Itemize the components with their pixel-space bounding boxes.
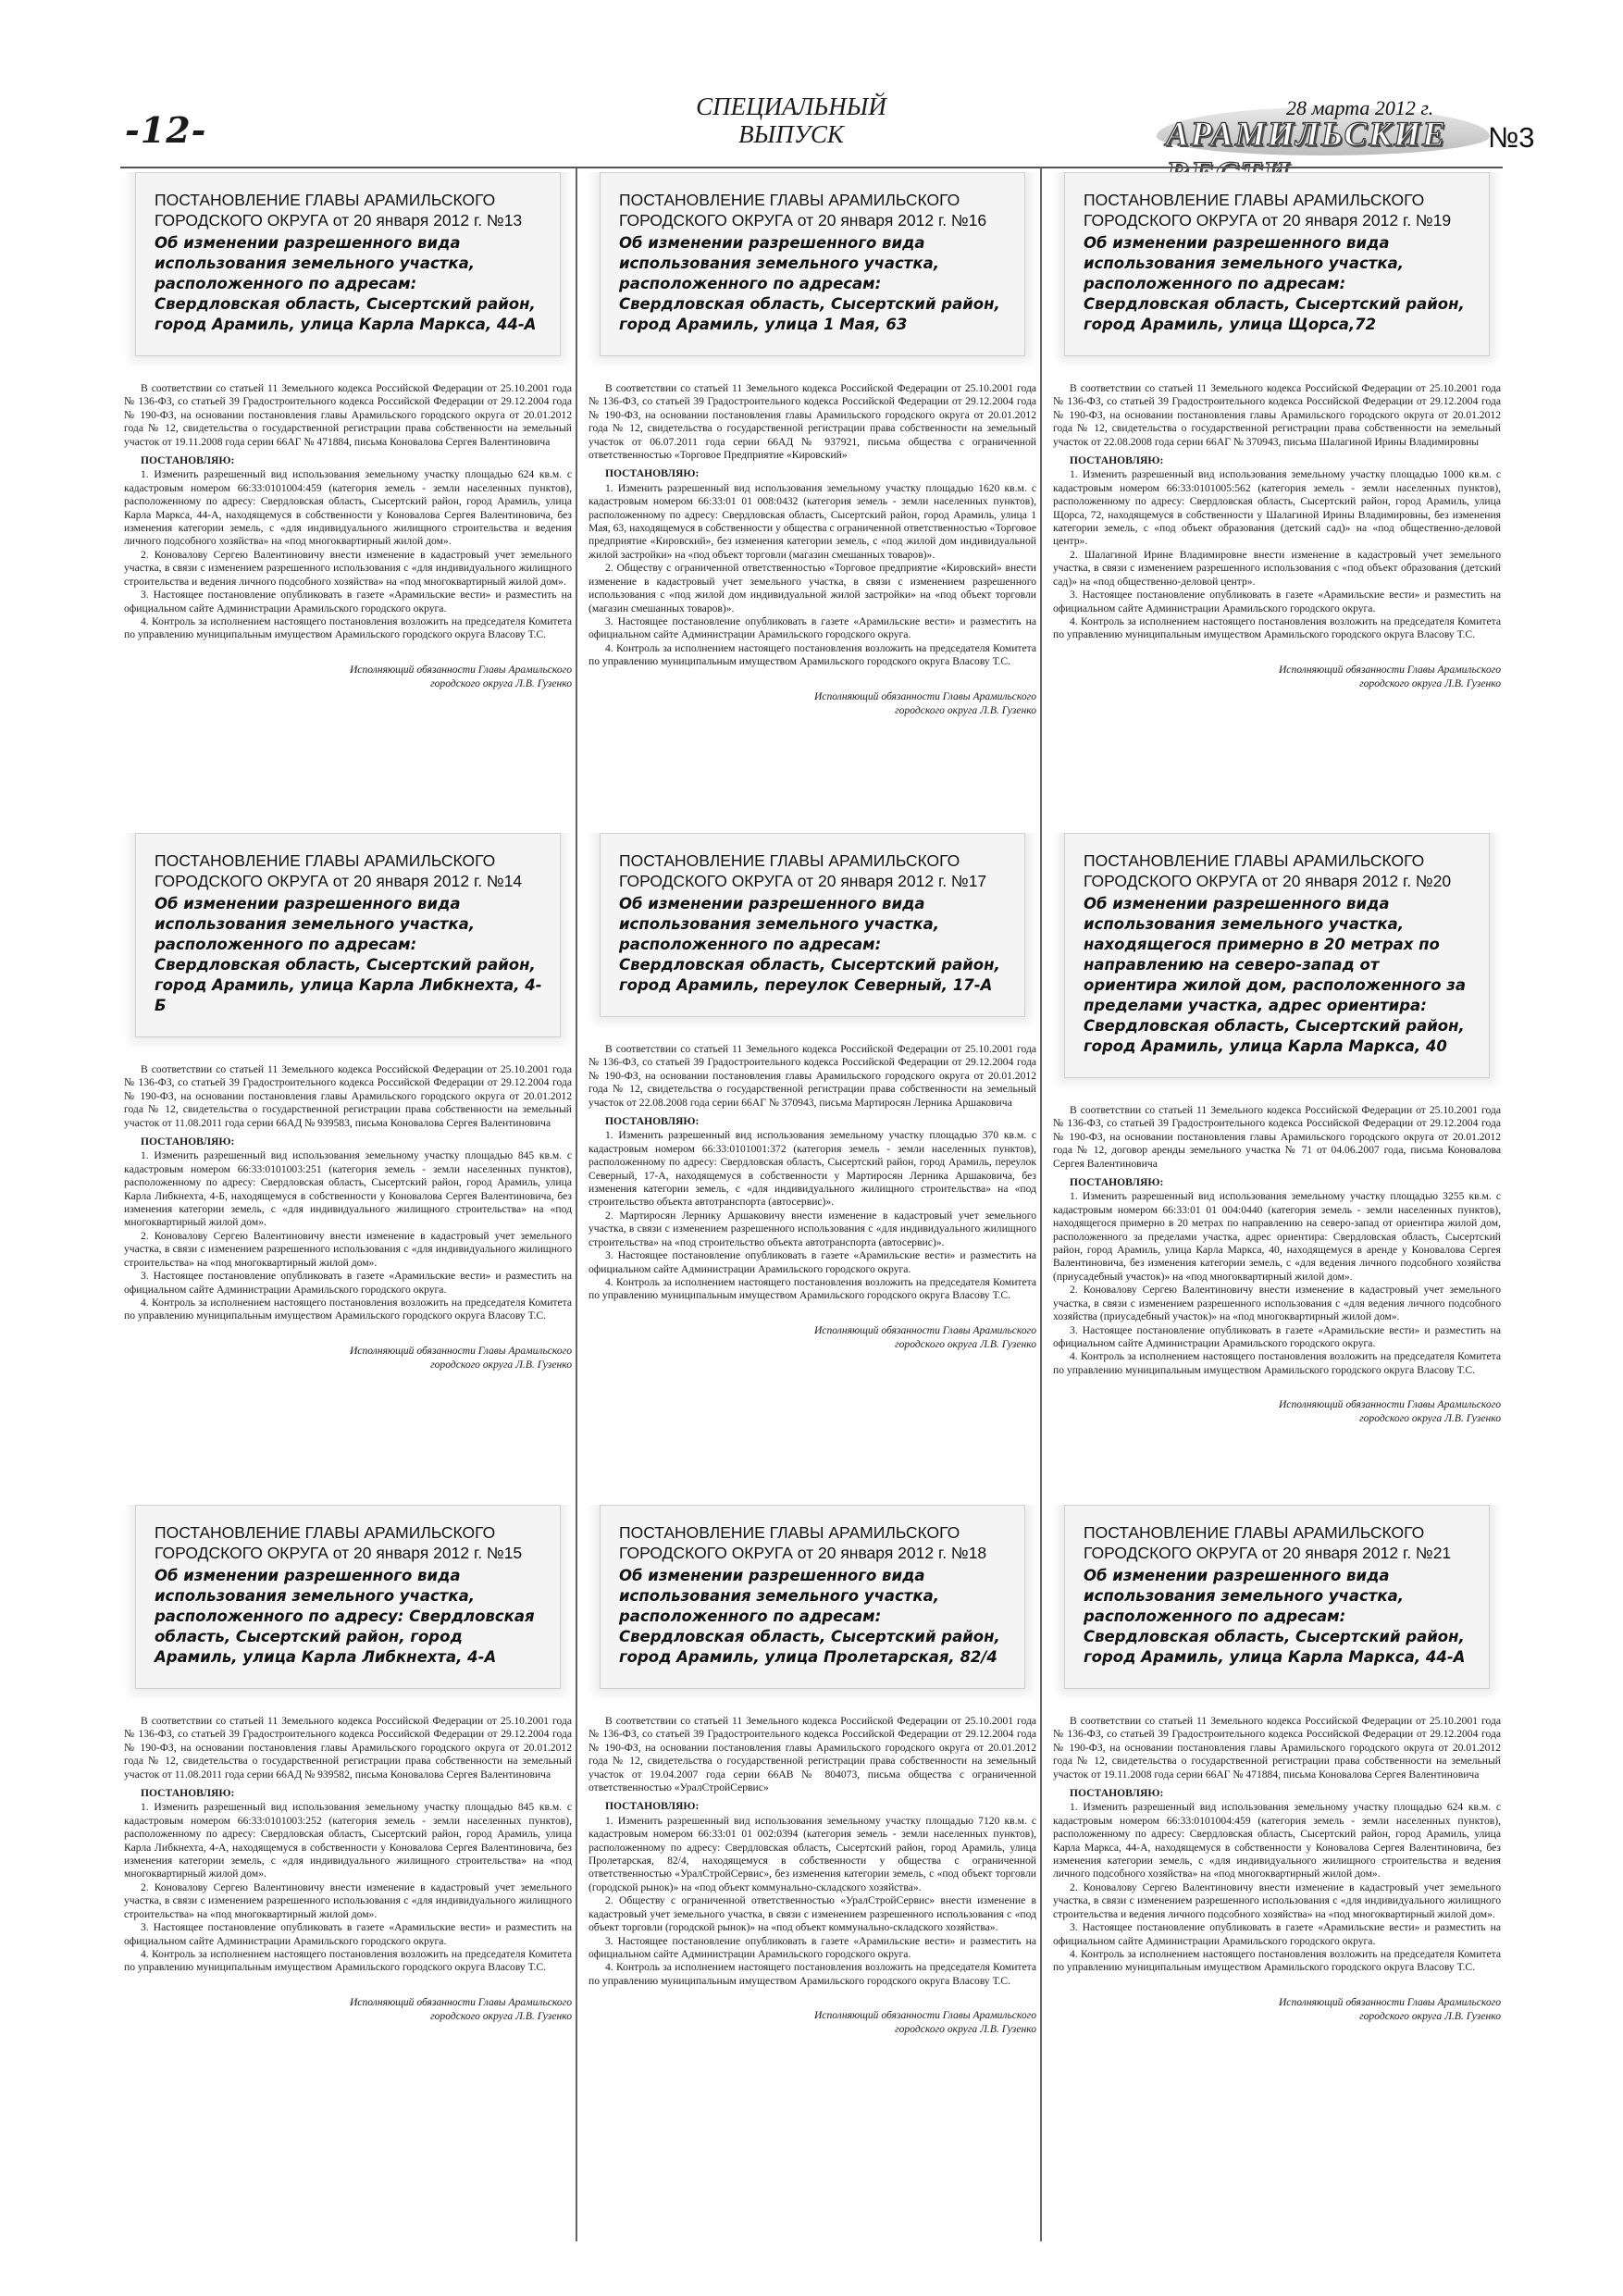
title-line-1: ПОСТАНОВЛЕНИЕ ГЛАВЫ АРАМИЛЬСКОГО — [619, 851, 960, 870]
resolution-title — [155, 850, 547, 891]
decree-heading: ПОСТАНОВЛЯЮ: — [605, 467, 700, 480]
header-rule — [120, 167, 1503, 168]
resolution-intro: В соответствии со статьей 11 Земельного кодекса Российской Федерации от 25.10.2001 года № 136-ФЗ, со статьей 39 Градостроительного кодекса Российской Федерации от 29.12.2004 года № 190-ФЗ, на основании постановления главы Арамильского городского округа от 20.01.2012 года № 12, свидетельства о государственной регистрации права собственности на земельный участок от 22.08.2008 года серии 66АГ № 370943, письма Мартиросян Лерника Аршаковича — [588, 1043, 1036, 1109]
decree-heading: ПОСТАНОВЛЯЮ: — [141, 1787, 235, 1800]
title-line-1: ПОСТАНОВЛЕНИЕ ГЛАВЫ АРАМИЛЬСКОГО — [1084, 191, 1425, 209]
title-line-2: ГОРОДСКОГО ОКРУГА — [155, 872, 328, 890]
signature-line-2: городского округа Л.В. Гузенко — [430, 1358, 572, 1371]
resolution-subject: Об изменении разрешенного вида использования земельного участка, расположенного по адресам: Свердловская область, Сысертский район, город Арамиль, улица Карла Маркса, 44-А — [1084, 1567, 1466, 1666]
resolution-date-number: от 20 января 2012 г. №21 — [1261, 1544, 1452, 1562]
resolution-item: 2. Коновалову Сергею Валентиновичу внести изменение в кадастровый учет земельного участка, в связи с изменением разрешенного использования с «для индивидуального жилищного строительства и ведения личного подсобного хозяйства» на «под многоквартирный жилой дом». — [124, 548, 572, 588]
resolution-item: 1. Изменить разрешенный вид использования земельному участку площадью 7120 кв.м. с кадастровым номером 66:33:01 01 002:0394 (категория земель - земли населенных пунктов), расположенному по адресу: Свердловская область, Сысертский район, город Арамиль, улица Пролетарская, 82/4, находящемуся в собственности у общества с ограниченной ответственностью «УралСтройСервис», без изменения категории земель, с «под объект торговли (городской рынок)» на «под объект коммунально-складского хозяйства». — [588, 1814, 1036, 1893]
resolution-21 — [1053, 1505, 1501, 2023]
resolution-item: 2. Коновалову Сергею Валентиновичу внести изменение в кадастровый учет земельного участка, в связи с изменением разрешенного использования с «для индивидуального жилищного строительства» на «под многоквартирный жилой дом». — [124, 1880, 572, 1920]
resolution-item: 4. Контроль за исполнением настоящего постановления возложить на председателя Комитета по управлению муниципальным имуществом Арамильского городского округа Власову Т.С. — [124, 614, 572, 641]
resolution-title — [155, 1522, 547, 1563]
resolution-13 — [124, 172, 572, 690]
resolution-20 — [1053, 833, 1501, 1425]
signature — [1053, 1397, 1501, 1425]
resolution-title — [619, 190, 1011, 230]
resolution-title — [1084, 190, 1476, 230]
column-divider — [1040, 168, 1042, 2241]
resolution-date-number: от 20 января 2012 г. №14 — [332, 872, 523, 890]
resolution-item: 4. Контроль за исполнением настоящего постановления возложить на председателя Комитета по управлению муниципальным имуществом Арамильского городского округа Власову Т.С. — [588, 641, 1036, 668]
signature — [1053, 663, 1501, 690]
title-line-2: ГОРОДСКОГО ОКРУГА — [155, 1544, 328, 1562]
resolution-19 — [1053, 172, 1501, 690]
signature-line-1: Исполняющий обязанности Главы Арамильского — [1278, 663, 1501, 676]
special-line-2: ВЫПУСК — [738, 120, 844, 148]
decree-heading: ПОСТАНОВЛЯЮ: — [1070, 1787, 1164, 1800]
title-line-1: ПОСТАНОВЛЕНИЕ ГЛАВЫ АРАМИЛЬСКОГО — [1084, 1523, 1425, 1542]
resolution-item: 3. Настоящее постановление опубликовать в газете «Арамильские вести» и разместить на официальном сайте Администрации Арамильского городского округа. — [588, 614, 1036, 641]
resolution-header-box — [1064, 172, 1490, 356]
resolution-body — [124, 1715, 572, 1975]
issue-number: №3 — [1488, 121, 1535, 154]
title-line-2: ГОРОДСКОГО ОКРУГА — [1084, 872, 1258, 890]
signature-line-1: Исполняющий обязанности Главы Арамильского — [349, 663, 572, 676]
resolution-item: 3. Настоящее постановление опубликовать в газете «Арамильские вести» и разместить на официальном сайте Администрации Арамильского городского округа. — [124, 1921, 572, 1947]
title-line-1: ПОСТАНОВЛЕНИЕ ГЛАВЫ АРАМИЛЬСКОГО — [155, 1523, 496, 1542]
resolution-item: 1. Изменить разрешенный вид использования земельному участку площадью 1620 кв.м. с кадастровым номером 66:33:01 01 008:0432 (категория земель - земли населенных пунктов), расположенному по адресу: Свердловская область, Сысертский район, город Арамиль, улица 1 Мая, 63, находящемуся в собственности у общества с ограниченной ответственностью «Торговое предприятие «Кировский», без изменения категории земель, с «под жилой дом индивидуальной жилой застройки» на «под объект торговли (магазин смешанных товаров)». — [588, 481, 1036, 561]
resolution-body — [124, 382, 572, 642]
signature-line-1: Исполняющий обязанности Главы Арамильского — [813, 2009, 1036, 2022]
resolution-body — [588, 1715, 1036, 1988]
resolution-item: 4. Контроль за исполнением настоящего постановления возложить на председателя Комитета по управлению муниципальным имуществом Арамильского городского округа Власову Т.С. — [124, 1296, 572, 1322]
resolution-item: 4. Контроль за исполнением настоящего постановления возложить на председателя Комитета по управлению муниципальным имуществом Арамильского городского округа Власову Т.С. — [588, 1275, 1036, 1302]
signature-line-1: Исполняющий обязанности Главы Арамильского — [813, 689, 1036, 702]
resolution-subject: Об изменении разрешенного вида использования земельного участка, находящегося примерно в 20 метрах по направлению на северо-запад от ориентира жилой дом, расположенного за пределами участка, адрес ориентира: Свердловская область, Сысертский район, город Арамиль, улица Карла Маркса, 40 — [1084, 895, 1467, 1055]
resolution-item: 3. Настоящее постановление опубликовать в газете «Арамильские вести» и разместить на официальном сайте Администрации Арамильского городского округа. — [124, 589, 572, 614]
signature — [124, 1344, 572, 1371]
signature-line-2: городского округа Л.В. Гузенко — [895, 703, 1036, 716]
title-line-1: ПОСТАНОВЛЕНИЕ ГЛАВЫ АРАМИЛЬСКОГО — [619, 191, 960, 209]
resolution-item: 4. Контроль за исполнением настоящего постановления возложить на председателя Комитета по управлению муниципальным имуществом Арамильского городского округа Власову Т.С. — [588, 1961, 1036, 1987]
decree-heading: ПОСТАНОВЛЯЮ: — [605, 1115, 700, 1128]
resolution-date-number: от 20 января 2012 г. №13 — [332, 211, 523, 230]
resolution-date-number: от 20 января 2012 г. №20 — [1261, 872, 1452, 890]
resolution-item: 3. Настоящее постановление опубликовать в газете «Арамильские вести» и разместить на официальном сайте Администрации Арамильского городского округа. — [1053, 589, 1501, 614]
resolution-date-number: от 20 января 2012 г. №17 — [797, 872, 987, 890]
signature — [1053, 1995, 1501, 2023]
title-line-2: ГОРОДСКОГО ОКРУГА — [619, 1544, 793, 1562]
resolution-title — [1084, 850, 1476, 891]
title-line-2: ГОРОДСКОГО ОКРУГА — [619, 211, 793, 230]
resolution-item: 1. Изменить разрешенный вид использования земельному участку площадью 845 кв.м. с кадастровым номером 66:33:0101003:251 (категория земель - земли населенных пунктов), расположенному по адресу: Свердловская область, Сысертский район, город Арамиль, улица Карла Либкнехта, 4-Б, находящемуся в собственности у Коновалова Сергея Валентиновича, без изменения категории земель, с «для индивидуального жилищного строительства» на «под многоквартирный жилой дом». — [124, 1149, 572, 1229]
resolution-header-box — [1064, 833, 1490, 1078]
resolution-header-box — [1064, 1505, 1490, 1689]
resolution-item: 2. Коновалову Сергею Валентиновичу внести изменение в кадастровый учет земельного участка, в связи с изменением разрешенного использования с «для ведения личного подсобного хозяйства (приусадебный участок)» на «под многоквартирный жилой дом». — [1053, 1284, 1501, 1323]
resolution-header-box — [135, 833, 561, 1037]
title-line-1: ПОСТАНОВЛЕНИЕ ГЛАВЫ АРАМИЛЬСКОГО — [1084, 851, 1425, 870]
resolution-item: 2. Мартиросян Лернику Аршаковичу внести изменение в кадастровый учет земельного участка, в связи с изменением разрешенного использования с «для индивидуального жилищного строительства» на «под строительство объекта автотранспорта (автосервис)». — [588, 1209, 1036, 1248]
special-line-1: СПЕЦИАЛЬНЫЙ — [696, 93, 886, 120]
resolution-date-number: от 20 января 2012 г. №16 — [797, 211, 987, 230]
title-line-2: ГОРОДСКОГО ОКРУГА — [1084, 211, 1258, 230]
resolution-body — [124, 1063, 572, 1323]
resolution-header-box — [600, 172, 1025, 356]
title-line-1: ПОСТАНОВЛЕНИЕ ГЛАВЫ АРАМИЛЬСКОГО — [155, 191, 496, 209]
resolution-subject: Об изменении разрешенного вида использования земельного участка, расположенного по адресу: Свердловская область, Сысертский район, город Арамиль, улица Карла Либкнехта, 4-А — [155, 1567, 535, 1666]
signature-line-1: Исполняющий обязанности Главы Арамильского — [1278, 1995, 1501, 2008]
resolution-item: 4. Контроль за исполнением настоящего постановления возложить на председателя Комитета по управлению муниципальным имуществом Арамильского городского округа Власову Т.С. — [1053, 1947, 1501, 1974]
resolution-intro: В соответствии со статьей 11 Земельного кодекса Российской Федерации от 25.10.2001 года № 136-ФЗ, со статьей 39 Градостроительного кодекса Российской Федерации от 29.12.2004 года № 190-ФЗ, на основании постановления главы Арамильского городского округа от 20.01.2012 года № 12, свидетельства о государственной регистрации права собственности на земельный участок от 11.08.2011 года серии 66АД № 939583, письма Коновалова Сергея Валентиновича — [124, 1063, 572, 1129]
resolution-subject: Об изменении разрешенного вида использования земельного участка, расположенного по адресам: Свердловская область, Сысертский район, город Арамиль, улица Карла Маркса, 44-А — [155, 234, 537, 333]
signature — [124, 663, 572, 690]
resolution-header-box — [600, 833, 1025, 1017]
signature-line-2: городского округа Л.В. Гузенко — [430, 676, 572, 689]
resolution-subject: Об изменении разрешенного вида использования земельного участка, расположенного по адресам: Свердловская область, Сысертский район, город Арамиль, улица 1 Мая, 63 — [619, 234, 1000, 333]
resolution-item: 1. Изменить разрешенный вид использования земельному участку площадью 1000 кв.м. с кадастровым номером 66:33:0101005:562 (категория земель - земли населенных пунктов), расположенному по адресу: Свердловская область, Сысертский район, город Арамиль, улица Щорса, 72, находящемуся в собственности у Шалагиной Ирины Владимировны, без изменения категории земель, с «под объект образования (детский сад)» на «под общественно-деловой центр». — [1053, 468, 1501, 548]
signature — [588, 2008, 1036, 2036]
resolution-body — [1053, 1104, 1501, 1377]
resolution-item: 1. Изменить разрешенный вид использования земельному участку площадью 3255 кв.м. с кадастровым номером 66:33:01 01 004:0440 (категория земель - земли населенных пунктов), находящегося примерно в 20 метрах по направлению на северо-запад от ориентира жилой дом, расположенного за пределами участка, адрес ориентира: Свердловская область, Сысертский район, город Арамиль, улица Карла Маркса, 40, находящемуся в аренде у Коновалова Сергея Валентиновича, без изменения категории земель, с «для ведения личного подсобного хозяйства (приусадебный участок)» на «под многоквартирный жилой дом». — [1053, 1190, 1501, 1283]
page-number: -12- — [125, 109, 207, 151]
resolution-17 — [588, 833, 1036, 1351]
resolution-title — [619, 1522, 1011, 1563]
signature-line-1: Исполняющий обязанности Главы Арамильского — [1278, 1398, 1501, 1411]
resolution-body — [588, 1043, 1036, 1303]
resolution-14 — [124, 833, 572, 1371]
decree-heading: ПОСТАНОВЛЯЮ: — [1070, 454, 1164, 467]
resolution-18 — [588, 1505, 1036, 2036]
resolution-15 — [124, 1505, 572, 2023]
resolution-item: 1. Изменить разрешенный вид использования земельному участку площадью 624 кв.м. с кадастровым номером 66:33:0101004:459 (категория земель - земли населенных пунктов), расположенному по адресу: Свердловская область, Сысертский район, город Арамиль, улица Карла Маркса, 44-А, находящемуся в собственности у Коновалова Сергея Валентиновича, без изменения категории земель, с «для индивидуального жилищного строительства и ведения личного подсобного хозяйства» на «под многоквартирный жилой дом». — [1053, 1801, 1501, 1880]
decree-heading: ПОСТАНОВЛЯЮ: — [1070, 1176, 1164, 1189]
resolution-item: 2. Коновалову Сергею Валентиновичу внести изменение в кадастровый учет земельного участка, в связи с изменением разрешенного использования с «для индивидуального жилищного строительства» на «под многоквартирный жилой дом». — [124, 1229, 572, 1269]
resolution-item: 2. Шалагиной Ирине Владимировне внести изменение в кадастровый учет земельного участка, в связи с изменением разрешенного использования с «под объект образования (детский сад)» на «под общественно-деловой центр». — [1053, 548, 1501, 588]
resolution-header-box — [600, 1505, 1025, 1689]
resolution-item: 3. Настоящее постановление опубликовать в газете «Арамильские вести» и разместить на официальном сайте Администрации Арамильского городского округа. — [588, 1934, 1036, 1960]
resolution-header-box — [135, 172, 561, 356]
resolution-intro: В соответствии со статьей 11 Земельного кодекса Российской Федерации от 25.10.2001 года № 136-ФЗ, со статьей 39 Градостроительного кодекса Российской Федерации от 29.12.2004 года № 190-ФЗ, на основании постановления главы Арамильского городского округа от 20.01.2012 года № 12, договор аренды земельного участка № 71 от 04.06.2007 года, письма Коновалова Сергея Валентиновича — [1053, 1104, 1501, 1170]
decree-heading: ПОСТАНОВЛЯЮ: — [605, 1800, 700, 1813]
resolution-title — [155, 190, 547, 230]
resolution-body — [1053, 1715, 1501, 1975]
resolution-body — [588, 382, 1036, 669]
resolution-subject: Об изменении разрешенного вида использования земельного участка, расположенного по адресам: Свердловская область, Сысертский район, город Арамиль, улица Пролетарская, 82/4 — [619, 1567, 1000, 1666]
resolution-intro: В соответствии со статьей 11 Земельного кодекса Российской Федерации от 25.10.2001 года № 136-ФЗ, со статьей 39 Градостроительного кодекса Российской Федерации от 29.12.2004 года № 190-ФЗ, на основании постановления главы Арамильского городского округа от 20.01.2012 года № 12, свидетельства о государственной регистрации права собственности на земельный участок от 19.11.2008 года серии 66АГ № 471884, письма Коновалова Сергея Валентиновича — [124, 382, 572, 448]
resolution-item: 1. Изменить разрешенный вид использования земельному участку площадью 624 кв.м. с кадастровым номером 66:33:0101004:459 (категория земель - земли населенных пунктов), расположенному по адресу: Свердловская область, Сысертский район, город Арамиль, улица Карла Маркса, 44-А, находящемуся в собственности у Коновалова Сергея Валентиновича, без изменения категории земель, с «для индивидуального жилищного строительства и ведения личного подсобного хозяйства» на «под многоквартирный жилой дом». — [124, 468, 572, 548]
signature-line-2: городского округа Л.В. Гузенко — [430, 2009, 572, 2022]
resolution-item: 2. Коновалову Сергею Валентиновичу внести изменение в кадастровый учет земельного участка, в связи с изменением разрешенного использования с «для индивидуального жилищного строительства и ведения личного подсобного хозяйства» на «под многоквартирный жилой дом». — [1053, 1880, 1501, 1920]
title-line-1: ПОСТАНОВЛЕНИЕ ГЛАВЫ АРАМИЛЬСКОГО — [155, 851, 496, 870]
resolution-subject: Об изменении разрешенного вида использования земельного участка, расположенного по адресам: Свердловская область, Сысертский район, город Арамиль, переулок Северный, 17-А — [619, 895, 1000, 994]
resolution-subject: Об изменении разрешенного вида использования земельного участка, расположенного по адресам: Свердловская область, Сысертский район, город Арамиль, улица Щорса,72 — [1084, 234, 1465, 333]
resolution-item: 3. Настоящее постановление опубликовать в газете «Арамильские вести» и разместить на официальном сайте Администрации Арамильского городского округа. — [1053, 1323, 1501, 1349]
title-line-2: ГОРОДСКОГО ОКРУГА — [155, 211, 328, 230]
signature-line-2: городского округа Л.В. Гузенко — [1359, 2009, 1501, 2022]
signature-line-1: Исполняющий обязанности Главы Арамильского — [349, 1344, 572, 1357]
signature — [588, 1323, 1036, 1351]
title-line-1: ПОСТАНОВЛЕНИЕ ГЛАВЫ АРАМИЛЬСКОГО — [619, 1523, 960, 1542]
signature — [124, 1995, 572, 2023]
signature-line-1: Исполняющий обязанности Главы Арамильского — [813, 1323, 1036, 1336]
resolution-subject: Об изменении разрешенного вида использования земельного участка, расположенного по адресам: Свердловская область, Сысертский район, город Арамиль, улица Карла Либкнехта, 4-Б — [155, 895, 542, 1014]
resolution-date-number: от 20 января 2012 г. №15 — [332, 1544, 523, 1562]
signature — [588, 689, 1036, 717]
decree-heading: ПОСТАНОВЛЯЮ: — [141, 454, 235, 467]
resolution-item: 2. Обществу с ограниченной ответственностью «УралСтройСервис» внести изменение в кадастровый учет земельного участка, в связи с изменением разрешенного использования с «под объект торговли (городской рынок)» на «под объект коммунально-складского хозяйства». — [588, 1894, 1036, 1934]
title-line-2: ГОРОДСКОГО ОКРУГА — [619, 872, 793, 890]
resolution-intro: В соответствии со статьей 11 Земельного кодекса Российской Федерации от 25.10.2001 года № 136-ФЗ, со статьей 39 Градостроительного кодекса Российской Федерации от 29.12.2004 года № 190-ФЗ, на основании постановления главы Арамильского городского округа от 20.01.2012 года № 12, свидетельства о государственной регистрации права собственности на земельный участок от 11.08.2011 года серии 66АД № 939582, письма Коновалова Сергея Валентиновича — [124, 1715, 572, 1781]
issue-date: 28 марта 2012 г. — [1286, 96, 1434, 119]
resolution-item: 3. Настоящее постановление опубликовать в газете «Арамильские вести» и разместить на официальном сайте Администрации Арамильского городского округа. — [1053, 1921, 1501, 1947]
resolution-item: 4. Контроль за исполнением настоящего постановления возложить на председателя Комитета по управлению муниципальным имуществом Арамильского городского округа Власову Т.С. — [1053, 1350, 1501, 1376]
signature-line-2: городского округа Л.В. Гузенко — [1359, 1412, 1501, 1425]
resolution-item: 3. Настоящее постановление опубликовать в газете «Арамильские вести» и разместить на официальном сайте Администрации Арамильского городского округа. — [124, 1270, 572, 1296]
resolution-title — [619, 850, 1011, 891]
resolution-16 — [588, 172, 1036, 717]
resolution-intro: В соответствии со статьей 11 Земельного кодекса Российской Федерации от 25.10.2001 года № 136-ФЗ, со статьей 39 Градостроительного кодекса Российской Федерации от 29.12.2004 года № 190-ФЗ, на основании постановления главы Арамильского городского округа от 20.01.2012 года № 12, свидетельства о государственной регистрации права собственности на земельный участок от 22.08.2008 года серии 66АГ № 370943, письма Шалагиной Ирины Владимировны — [1053, 382, 1501, 448]
decree-heading: ПОСТАНОВЛЯЮ: — [141, 1136, 235, 1148]
resolution-item: 1. Изменить разрешенный вид использования земельному участку площадью 370 кв.м. с кадастровым номером 66:33:0101001:372 (категория земель - земли населенных пунктов), расположенному по адресу: Свердловская область, Сысертский район, город Арамиль, переулок Северный, 17-А, находящемуся в собственности у Мартиросян Лерника Аршаковича, без изменения категории земель, с «для индивидуального жилищного строительства» на «под строительство объекта автотранспорта (автосервис)». — [588, 1129, 1036, 1209]
resolution-date-number: от 20 января 2012 г. №18 — [797, 1544, 987, 1562]
resolution-intro: В соответствии со статьей 11 Земельного кодекса Российской Федерации от 25.10.2001 года № 136-ФЗ, со статьей 39 Градостроительного кодекса Российской Федерации от 29.12.2004 года № 190-ФЗ, на основании постановления главы Арамильского городского округа от 20.01.2012 года № 12, свидетельства о государственной регистрации права собственности на земельный участок от 19.11.2008 года серии 66АГ № 471884, письма Коновалова Сергея Валентиновича — [1053, 1715, 1501, 1781]
resolution-item: 4. Контроль за исполнением настоящего постановления возложить на председателя Комитета по управлению муниципальным имуществом Арамильского городского округа Власову Т.С. — [124, 1947, 572, 1974]
resolution-intro: В соответствии со статьей 11 Земельного кодекса Российской Федерации от 25.10.2001 года № 136-ФЗ, со статьей 39 Градостроительного кодекса Российской Федерации от 29.12.2004 года № 190-ФЗ, на основании постановления главы Арамильского городского округа от 20.01.2012 года № 12, свидетельства о государственной регистрации права собственности на земельный участок от 06.07.2011 года серии 66АД № 937921, письма общества с ограниченной ответственностью «Торговое Предприятие «Кировский» — [588, 382, 1036, 462]
signature-line-2: городского округа Л.В. Гузенко — [895, 1337, 1036, 1350]
resolution-header-box — [135, 1505, 561, 1689]
resolution-intro: В соответствии со статьей 11 Земельного кодекса Российской Федерации от 25.10.2001 года № 136-ФЗ, со статьей 39 Градостроительного кодекса Российской Федерации от 29.12.2004 года № 190-ФЗ, на основании постановления главы Арамильского городского округа от 20.01.2012 года № 12, свидетельства о государственной регистрации права собственности на земельный участок от 19.04.2007 года серии 66АВ № 804073, письма общества с ограниченной ответственностью «УралСтройСервис» — [588, 1715, 1036, 1794]
resolution-item: 1. Изменить разрешенный вид использования земельному участку площадью 845 кв.м. с кадастровым номером 66:33:0101003:252 (категория земель - земли населенных пунктов), расположенному по адресу: Свердловская область, Сысертский район, город Арамиль, улица Карла Либкнехта, 4-А, находящемуся в собственности у Коновалова Сергея Валентиновича, без изменения категории земель, с «для индивидуального жилищного строительства» на «под многоквартирный жилой дом». — [124, 1801, 572, 1880]
resolution-item: 2. Обществу с ограниченной ответственностью «Торговое предприятие «Кировский» внести изменение в кадастровый учет земельного участка, в связи с изменением разрешенного использования с «под жилой дом индивидуальной жилой застройки» на «под объект торговли (магазин смешанных товаров)». — [588, 562, 1036, 614]
resolution-date-number: от 20 января 2012 г. №19 — [1261, 211, 1452, 230]
title-line-2: ГОРОДСКОГО ОКРУГА — [1084, 1544, 1258, 1562]
masthead — [1157, 96, 1535, 163]
resolution-item: 3. Настоящее постановление опубликовать в газете «Арамильские вести» и разместить на официальном сайте Администрации Арамильского городского округа. — [588, 1249, 1036, 1275]
special-issue-label — [666, 93, 916, 148]
resolution-body — [1053, 382, 1501, 642]
signature-line-2: городского округа Л.В. Гузенко — [895, 2023, 1036, 2036]
signature-line-1: Исполняющий обязанности Главы Арамильского — [349, 1995, 572, 2008]
resolution-item: 4. Контроль за исполнением настоящего постановления возложить на председателя Комитета по управлению муниципальным имуществом Арамильского городского округа Власову Т.С. — [1053, 614, 1501, 641]
resolution-title — [1084, 1522, 1476, 1563]
column-divider — [576, 168, 577, 2241]
signature-line-2: городского округа Л.В. Гузенко — [1359, 676, 1501, 689]
newspaper-name: АРАМИЛЬСКИЕ — [1166, 116, 1447, 154]
